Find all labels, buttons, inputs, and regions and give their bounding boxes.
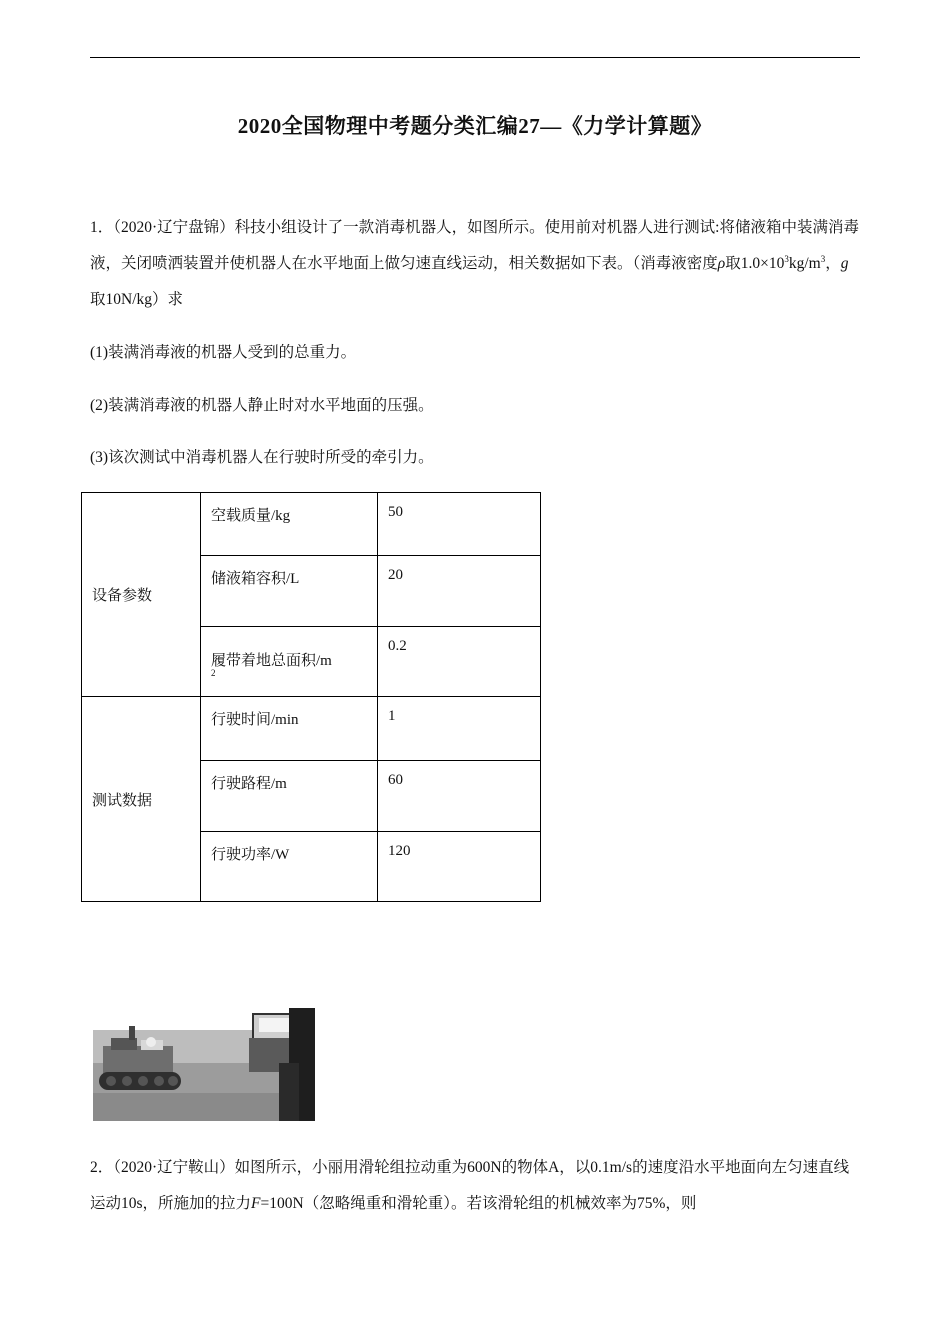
value-cell	[378, 697, 541, 761]
param-label	[211, 627, 367, 687]
group-label-test	[82, 697, 201, 902]
q1-text-a: 1．（2020·辽宁盘锦）科技小组设计了一款消毒机器人，如图所示。使用前对机器人进行测试:将储液箱中装满消毒液，关闭喷洒装置并使机器人在水平地面上做匀速直线运动，相关数据如下表。（消毒液密度	[90, 219, 859, 272]
q2-text-a: 2．（2020·辽宁鞍山）如图所示，小丽用滑轮组拉动重为600N的物体A，以0.1m/s的速度沿水平地面向左匀速直线运动10s，所施加的拉力	[90, 1159, 850, 1212]
param-cell	[201, 556, 378, 627]
param-cell	[201, 832, 378, 902]
param-cell	[201, 697, 378, 761]
param-cell	[201, 627, 378, 697]
value-label: 50	[388, 504, 403, 520]
q1-exponent-2: 3	[820, 253, 826, 264]
param-label: 行驶功率/W	[211, 847, 290, 863]
q1-rho-symbol: ρ	[717, 255, 726, 272]
param-label: 空载质量/kg	[211, 508, 291, 524]
value-cell	[378, 761, 541, 832]
value-cell	[378, 832, 541, 902]
param-cell	[201, 761, 378, 832]
q1-subquestion-3: (3)该次测试中消毒机器人在行驶时所受的牵引力。	[90, 449, 434, 466]
value-label: 20	[388, 567, 403, 583]
value-cell	[378, 493, 541, 556]
table-row	[82, 697, 541, 761]
header-rule	[90, 57, 860, 58]
document-title: 2020全国物理中考题分类汇编27—《力学计算题》	[237, 114, 713, 138]
param-cell	[201, 493, 378, 556]
value-label: 0.2	[388, 638, 407, 654]
table-row	[82, 493, 541, 556]
q1-text-d: ，	[825, 255, 841, 272]
question-2-text	[90, 1150, 860, 1222]
robot-photo	[93, 1008, 315, 1121]
q1-text-c: kg/m	[788, 255, 821, 272]
q1-text-b: 取1.0×10	[725, 255, 785, 272]
value-label: 60	[388, 772, 403, 788]
value-cell	[378, 556, 541, 627]
q1-subquestion-1: (1)装满消毒液的机器人受到的总重力。	[90, 344, 357, 361]
param-label-sup: 2	[211, 668, 216, 678]
group-label-text: 测试数据	[92, 792, 153, 809]
q1-exponent: 3	[784, 253, 789, 264]
param-label: 行驶路程/m	[211, 776, 287, 792]
group-label-text: 设备参数	[92, 588, 153, 604]
question-1-text	[90, 210, 860, 318]
param-label-text: 履带着地总面积/m	[211, 653, 332, 669]
value-label: 120	[388, 843, 411, 859]
value-label: 1	[388, 708, 396, 724]
param-label: 储液箱容积/L	[211, 571, 300, 587]
q2-force-symbol: F	[251, 1195, 261, 1212]
value-cell	[378, 627, 541, 697]
robot-data-table	[81, 492, 541, 902]
q1-g-symbol: g	[840, 255, 849, 272]
group-label-equipment	[82, 493, 201, 697]
q2-text-b: =100N（忽略绳重和滑轮重）。若该滑轮组的机械效率为75%，则	[260, 1195, 697, 1212]
q1-text-e: 取10N/kg）求	[90, 291, 184, 308]
q1-subquestion-2: (2)装满消毒液的机器人静止时对水平地面的压强。	[90, 397, 434, 414]
param-label: 行驶时间/min	[211, 712, 299, 728]
